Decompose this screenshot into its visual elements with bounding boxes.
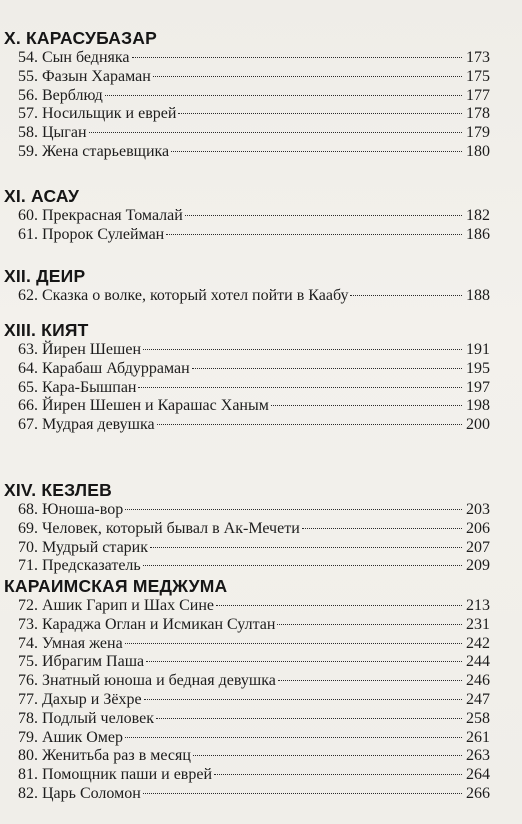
- toc-entry[interactable]: [18, 728, 490, 748]
- entry-number: 54.: [18, 49, 38, 66]
- section-heading: XIII. КИЯТ: [4, 320, 89, 340]
- entry-page-number: 207: [466, 538, 490, 556]
- dot-leader: [143, 348, 462, 350]
- entry-title: Фазын Хараман: [42, 67, 151, 85]
- dot-leader: [185, 214, 462, 216]
- dot-leader: [157, 423, 462, 425]
- toc-entry[interactable]: [18, 225, 490, 245]
- toc-entry[interactable]: [18, 48, 490, 68]
- entry-title: Женитьба раз в месяц: [42, 747, 191, 765]
- entry-page-number: 182: [466, 207, 490, 224]
- entry-number: 62.: [18, 287, 38, 304]
- entry-number: 72.: [18, 597, 38, 614]
- entry-page-number: 244: [466, 653, 490, 671]
- entry-title: Кара-Бышпан: [42, 378, 137, 396]
- toc-entry[interactable]: [18, 340, 490, 360]
- toc-entry[interactable]: [18, 206, 490, 226]
- entry-number: 60.: [18, 207, 38, 224]
- entry-page-number: 247: [466, 691, 490, 708]
- dot-leader: [216, 604, 462, 606]
- dot-leader: [143, 792, 462, 794]
- entry-number: 82.: [18, 785, 38, 802]
- toc-entry[interactable]: [18, 396, 490, 416]
- entry-title: Верблюд: [42, 86, 103, 104]
- dot-leader: [125, 508, 462, 510]
- entry-number: 75.: [18, 653, 38, 671]
- toc-entry[interactable]: [18, 634, 490, 654]
- entry-page-number: 206: [466, 519, 490, 537]
- entry-number: 70.: [18, 538, 38, 556]
- entry-page-number: 188: [466, 287, 490, 304]
- dot-leader: [193, 754, 462, 756]
- entry-number: 73.: [18, 615, 38, 633]
- toc-entry[interactable]: [18, 142, 490, 162]
- dot-leader: [192, 367, 462, 369]
- entry-page-number: 195: [466, 359, 490, 377]
- entry-title: Подлый человек: [42, 709, 154, 727]
- entry-title: Сказка о волке, который хотел пойти в Каабу: [42, 287, 349, 304]
- entry-title: Йирен Шешен и Карашас Ханым: [42, 397, 269, 415]
- entry-number: 78.: [18, 709, 38, 727]
- dot-leader: [277, 623, 462, 625]
- entry-number: 76.: [18, 672, 38, 690]
- entry-page-number: 179: [466, 124, 490, 142]
- entry-title: Пророк Сулейман: [42, 225, 165, 243]
- entry-title: Сын бедняка: [42, 49, 130, 66]
- entry-title: Йирен Шешен: [42, 341, 142, 358]
- section-heading: XII. ДЕИР: [4, 266, 86, 286]
- dot-leader: [143, 564, 462, 566]
- entry-title: Мудрый старик: [42, 538, 148, 556]
- entry-title: Умная жена: [42, 634, 123, 652]
- entry-page-number: 178: [466, 105, 490, 123]
- entry-page-number: 203: [466, 501, 490, 518]
- entry-title: Помощник паши и еврей: [42, 766, 213, 784]
- entry-page-number: 231: [466, 615, 490, 633]
- dot-leader: [171, 150, 462, 152]
- dot-leader: [153, 75, 462, 77]
- dot-leader: [271, 404, 462, 406]
- entry-number: 55.: [18, 67, 38, 85]
- entry-page-number: 200: [466, 416, 490, 434]
- entry-number: 57.: [18, 105, 38, 123]
- entry-number: 74.: [18, 634, 38, 652]
- entry-page-number: 173: [466, 49, 490, 66]
- entry-number: 56.: [18, 86, 38, 104]
- dot-leader: [150, 546, 462, 548]
- dot-leader: [132, 56, 463, 58]
- dot-leader: [178, 112, 462, 114]
- entry-page-number: 213: [466, 597, 490, 614]
- toc-entry[interactable]: [18, 765, 490, 785]
- toc-entry[interactable]: [18, 615, 490, 635]
- dot-leader: [156, 717, 462, 719]
- entry-title: Ашик Омер: [42, 728, 123, 746]
- toc-entry[interactable]: [18, 652, 490, 672]
- dot-leader: [125, 736, 462, 738]
- entry-number: 65.: [18, 378, 38, 396]
- entry-page-number: 197: [466, 378, 490, 396]
- toc-entry[interactable]: [18, 67, 490, 87]
- section-heading: X. КАРАСУБАЗАР: [4, 28, 157, 48]
- entry-page-number: 266: [466, 785, 490, 802]
- toc-entry[interactable]: [18, 784, 490, 804]
- dot-leader: [302, 527, 462, 529]
- entry-number: 61.: [18, 225, 38, 243]
- entry-number: 71.: [18, 557, 38, 575]
- entry-title: Карабаш Абдурраман: [42, 359, 190, 377]
- entry-number: 58.: [18, 124, 38, 142]
- dot-leader: [144, 698, 462, 700]
- dot-leader: [105, 94, 462, 96]
- entry-page-number: 264: [466, 766, 490, 784]
- entry-title: Предсказатель: [42, 557, 141, 575]
- entry-number: 64.: [18, 359, 38, 377]
- entry-number: 68.: [18, 501, 38, 518]
- entry-page-number: 263: [466, 747, 490, 765]
- toc-entry[interactable]: [18, 378, 490, 398]
- entry-page-number: 186: [466, 225, 490, 243]
- toc-entry[interactable]: [18, 556, 490, 576]
- entry-number: 81.: [18, 766, 38, 784]
- entry-page-number: 175: [466, 67, 490, 85]
- dot-leader: [146, 660, 462, 662]
- dot-leader: [89, 131, 462, 133]
- dot-leader: [278, 679, 462, 681]
- entry-page-number: 258: [466, 709, 490, 727]
- toc-entry[interactable]: [18, 709, 490, 729]
- entry-title: Носильщик и еврей: [42, 105, 177, 123]
- toc-entry[interactable]: [18, 500, 490, 520]
- toc-entry[interactable]: [18, 690, 490, 710]
- entry-page-number: 242: [466, 634, 490, 652]
- toc-entry[interactable]: [18, 86, 490, 106]
- toc-entry[interactable]: [18, 104, 490, 124]
- toc-entry[interactable]: [18, 415, 490, 435]
- entry-page-number: 177: [466, 86, 490, 104]
- toc-entry[interactable]: [18, 123, 490, 143]
- entry-title: Юноша-вор: [42, 501, 124, 518]
- entry-number: 66.: [18, 397, 38, 415]
- entry-number: 80.: [18, 747, 38, 765]
- entry-title: Ашик Гарип и Шах Сине: [42, 597, 214, 614]
- dot-leader: [166, 233, 462, 235]
- toc-entry[interactable]: [18, 519, 490, 539]
- dot-leader: [138, 386, 462, 388]
- entry-page-number: 261: [466, 728, 490, 746]
- dot-leader: [350, 294, 462, 296]
- entry-number: 67.: [18, 416, 38, 434]
- section-heading: КАРАИМСКАЯ МЕДЖУМА: [4, 576, 228, 596]
- entry-title: Ибрагим Паша: [42, 653, 145, 671]
- entry-number: 79.: [18, 728, 38, 746]
- entry-title: Жена старьевщика: [42, 143, 170, 160]
- entry-page-number: 198: [466, 397, 490, 415]
- entry-page-number: 191: [466, 341, 490, 358]
- entry-title: Знатный юноша и бедная девушка: [42, 672, 276, 690]
- entry-title: Дахыр и Зёхре: [42, 691, 142, 708]
- entry-page-number: 246: [466, 672, 490, 690]
- entry-title: Караджа Оглан и Исмикан Султан: [42, 615, 276, 633]
- toc-entry[interactable]: [18, 538, 490, 558]
- entry-page-number: 209: [466, 557, 490, 575]
- toc-entry[interactable]: [18, 596, 490, 616]
- entry-title: Человек, который бывал в Ак-Мечети: [42, 519, 300, 537]
- section-heading: XI. АСАУ: [4, 186, 80, 206]
- dot-leader: [125, 642, 462, 644]
- entry-title: Мудрая девушка: [42, 416, 155, 434]
- entry-title: Прекрасная Томалай: [42, 207, 183, 224]
- entry-number: 77.: [18, 691, 38, 708]
- dot-leader: [214, 773, 462, 775]
- entry-title: Цыган: [42, 124, 87, 142]
- toc-entry[interactable]: [18, 359, 490, 379]
- toc-entry[interactable]: [18, 746, 490, 766]
- toc-entry[interactable]: [18, 286, 490, 306]
- entry-number: 63.: [18, 341, 38, 358]
- entry-page-number: 180: [466, 143, 490, 160]
- entry-title: Царь Соломон: [42, 785, 141, 802]
- entry-number: 69.: [18, 519, 38, 537]
- section-heading: XIV. КЕЗЛЕВ: [4, 480, 112, 500]
- toc-entry[interactable]: [18, 671, 490, 691]
- entry-number: 59.: [18, 143, 38, 160]
